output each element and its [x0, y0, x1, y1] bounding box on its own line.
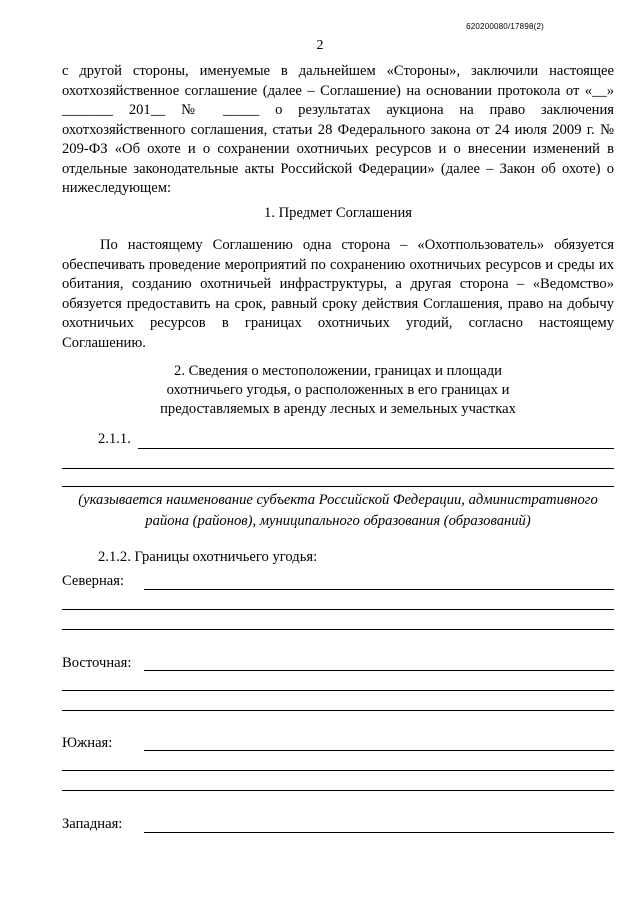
border-south-label: Южная:: [62, 735, 113, 751]
item-2-1-1-label: 2.1.1.: [98, 431, 131, 447]
section-2-title-line-2: охотничьего угодья, о расположенных в его границах и: [166, 382, 510, 398]
fill-line: [144, 832, 614, 833]
item-2-1-2-heading: 2.1.2. Границы охотничьего угодья:: [98, 549, 318, 565]
border-east-label: Восточная:: [62, 655, 132, 671]
fill-line: [138, 448, 614, 449]
fill-line: [62, 486, 614, 487]
fill-line: [62, 770, 614, 771]
fill-line: [62, 710, 614, 711]
note-line-1: (указывается наименование субъекта Российской Федерации, административного: [78, 492, 598, 508]
page-number: 2: [316, 38, 324, 53]
border-west-label: Западная:: [62, 816, 123, 832]
intro-paragraph: с другой стороны, именуемые в дальнейшем «Стороны», заключили настоящее охотхозяйственное соглашение (далее – Соглашение) на основании протокола от «__» _______ 201__ № _____ о результатах аукциона на право заключения охотхозяйственного соглашения, статьи 28 Федерального закона от 24 июля 2009 г. № 209-ФЗ «Об охоте и о сохранении охотничьих ресурсов и о внесении изменений в отдельные законодательные акты Российской Федерации» (далее – Закон об охоте) о нижеследующем:: [62, 63, 614, 196]
note-line-2: района (районов), муниципального образования (образований): [145, 513, 531, 529]
document-id: 620200080/17898(2): [466, 22, 544, 31]
fill-line: [62, 468, 614, 469]
fill-line: [62, 629, 614, 630]
fill-line: [144, 589, 614, 590]
section-1-text: По настоящему Соглашению одна сторона – «Охотпользователь» обязуется обеспечивать проведение мероприятий по сохранению охотничьих ресурсов и среды их обитания, созданию охотничьей инфраструктуры, а другая сторона – «Ведомство» обязуется предоставить на срок, равный сроку действия Соглашения, право на добычу охотничьих ресурсов в границах охотничьих угодий, согласно настоящему Соглашению.: [62, 237, 614, 351]
fill-line: [144, 750, 614, 751]
fill-line: [144, 670, 614, 671]
fill-line: [62, 790, 614, 791]
fill-line: [62, 609, 614, 610]
section-1-title: 1. Предмет Соглашения: [264, 205, 412, 221]
border-north-label: Северная:: [62, 573, 125, 589]
section-2-title-line-3: предоставляемых в аренду лесных и земельных участках: [160, 401, 516, 417]
section-2-title-line-1: 2. Сведения о местоположении, границах и площади: [174, 363, 502, 379]
fill-line: [62, 690, 614, 691]
